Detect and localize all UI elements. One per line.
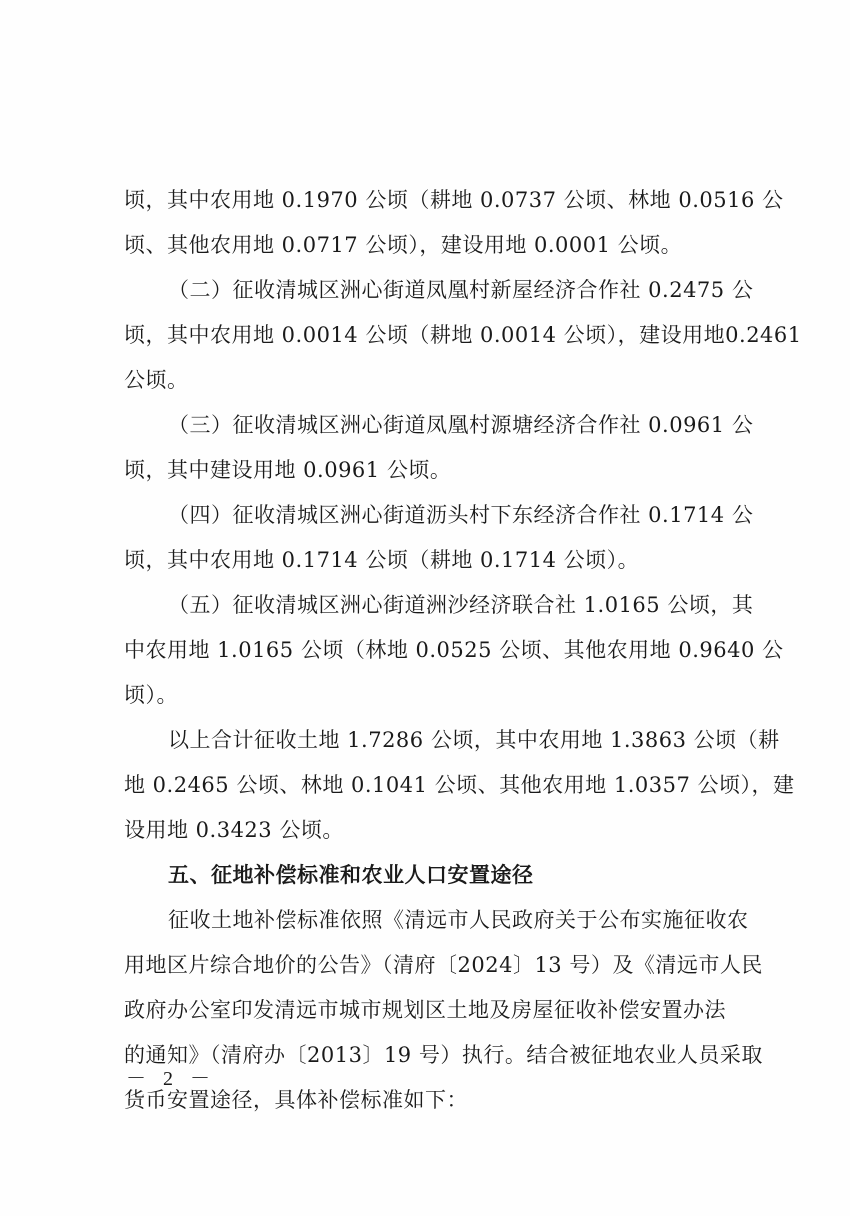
- text-line: 顷，其中建设用地 0.0961 公顷。: [124, 458, 452, 482]
- section-heading: [124, 853, 730, 898]
- text-line: 征收土地补偿标准依照《清远市人民政府关于公布实施征收农: [168, 908, 749, 932]
- paragraph: [124, 268, 802, 403]
- heading-text: 五、征地补偿标准和农业人口安置途径: [168, 863, 534, 887]
- text-line: （五）征收清城区洲心街道洲沙经济联合社 1.0165 公顷，其: [168, 593, 754, 617]
- text-line: （二）征收清城区洲心街道凤凰村新屋经济合作社 0.2475 公: [168, 278, 754, 302]
- text-line: 以上合计征收土地 1.7286 公顷，其中农用地 1.3863 公顷（耕: [168, 728, 780, 752]
- text-line: 公顷。: [124, 368, 189, 392]
- text-line: 中农用地 1.0165 公顷（林地 0.0525 公顷、其他农用地 0.9640 公: [124, 638, 784, 662]
- paragraph: [124, 178, 784, 268]
- text-line: 设用地 0.3423 公顷。: [124, 818, 344, 842]
- text-line: 顷，其中农用地 0.1714 公顷（耕地 0.1714 公顷）。: [124, 548, 640, 572]
- text-line: （四）征收清城区洲心街道沥头村下东经济合作社 0.1714 公: [168, 503, 754, 527]
- text-line: 顷，其中农用地 0.1970 公顷（耕地 0.0737 公顷、林地 0.0516 公: [124, 188, 784, 212]
- paragraph: [124, 583, 784, 718]
- text-line: 顷，其中农用地 0.0014 公顷（耕地 0.0014 公顷），建设用地0.2461: [124, 323, 802, 347]
- paragraph: [124, 403, 754, 493]
- document-body: [124, 178, 802, 1123]
- paragraph: [124, 718, 795, 853]
- page-number: － 2 －: [126, 1068, 216, 1090]
- text-line: 地 0.2465 公顷、林地 0.1041 公顷、其他农用地 1.0357 公顷），建: [124, 773, 795, 797]
- text-line: 政府办公室印发清远市城市规划区土地及房屋征收补偿安置办法: [124, 998, 726, 1022]
- text-line: 顷）。: [124, 683, 178, 707]
- text-line: 用地区片综合地价的公告》（清府〔2024〕13 号）及《清远市人民: [124, 953, 763, 977]
- text-line: 的通知》（清府办〔2013〕19 号）执行。结合被征地农业人员采取: [124, 1043, 763, 1067]
- text-line: （三）征收清城区洲心街道凤凰村源塘经济合作社 0.0961 公: [168, 413, 754, 437]
- text-line: 货币安置途径，具体补偿标准如下：: [124, 1088, 468, 1112]
- text-line: 顷、其他农用地 0.0717 公顷），建设用地 0.0001 公顷。: [124, 233, 683, 257]
- paragraph: [124, 493, 754, 583]
